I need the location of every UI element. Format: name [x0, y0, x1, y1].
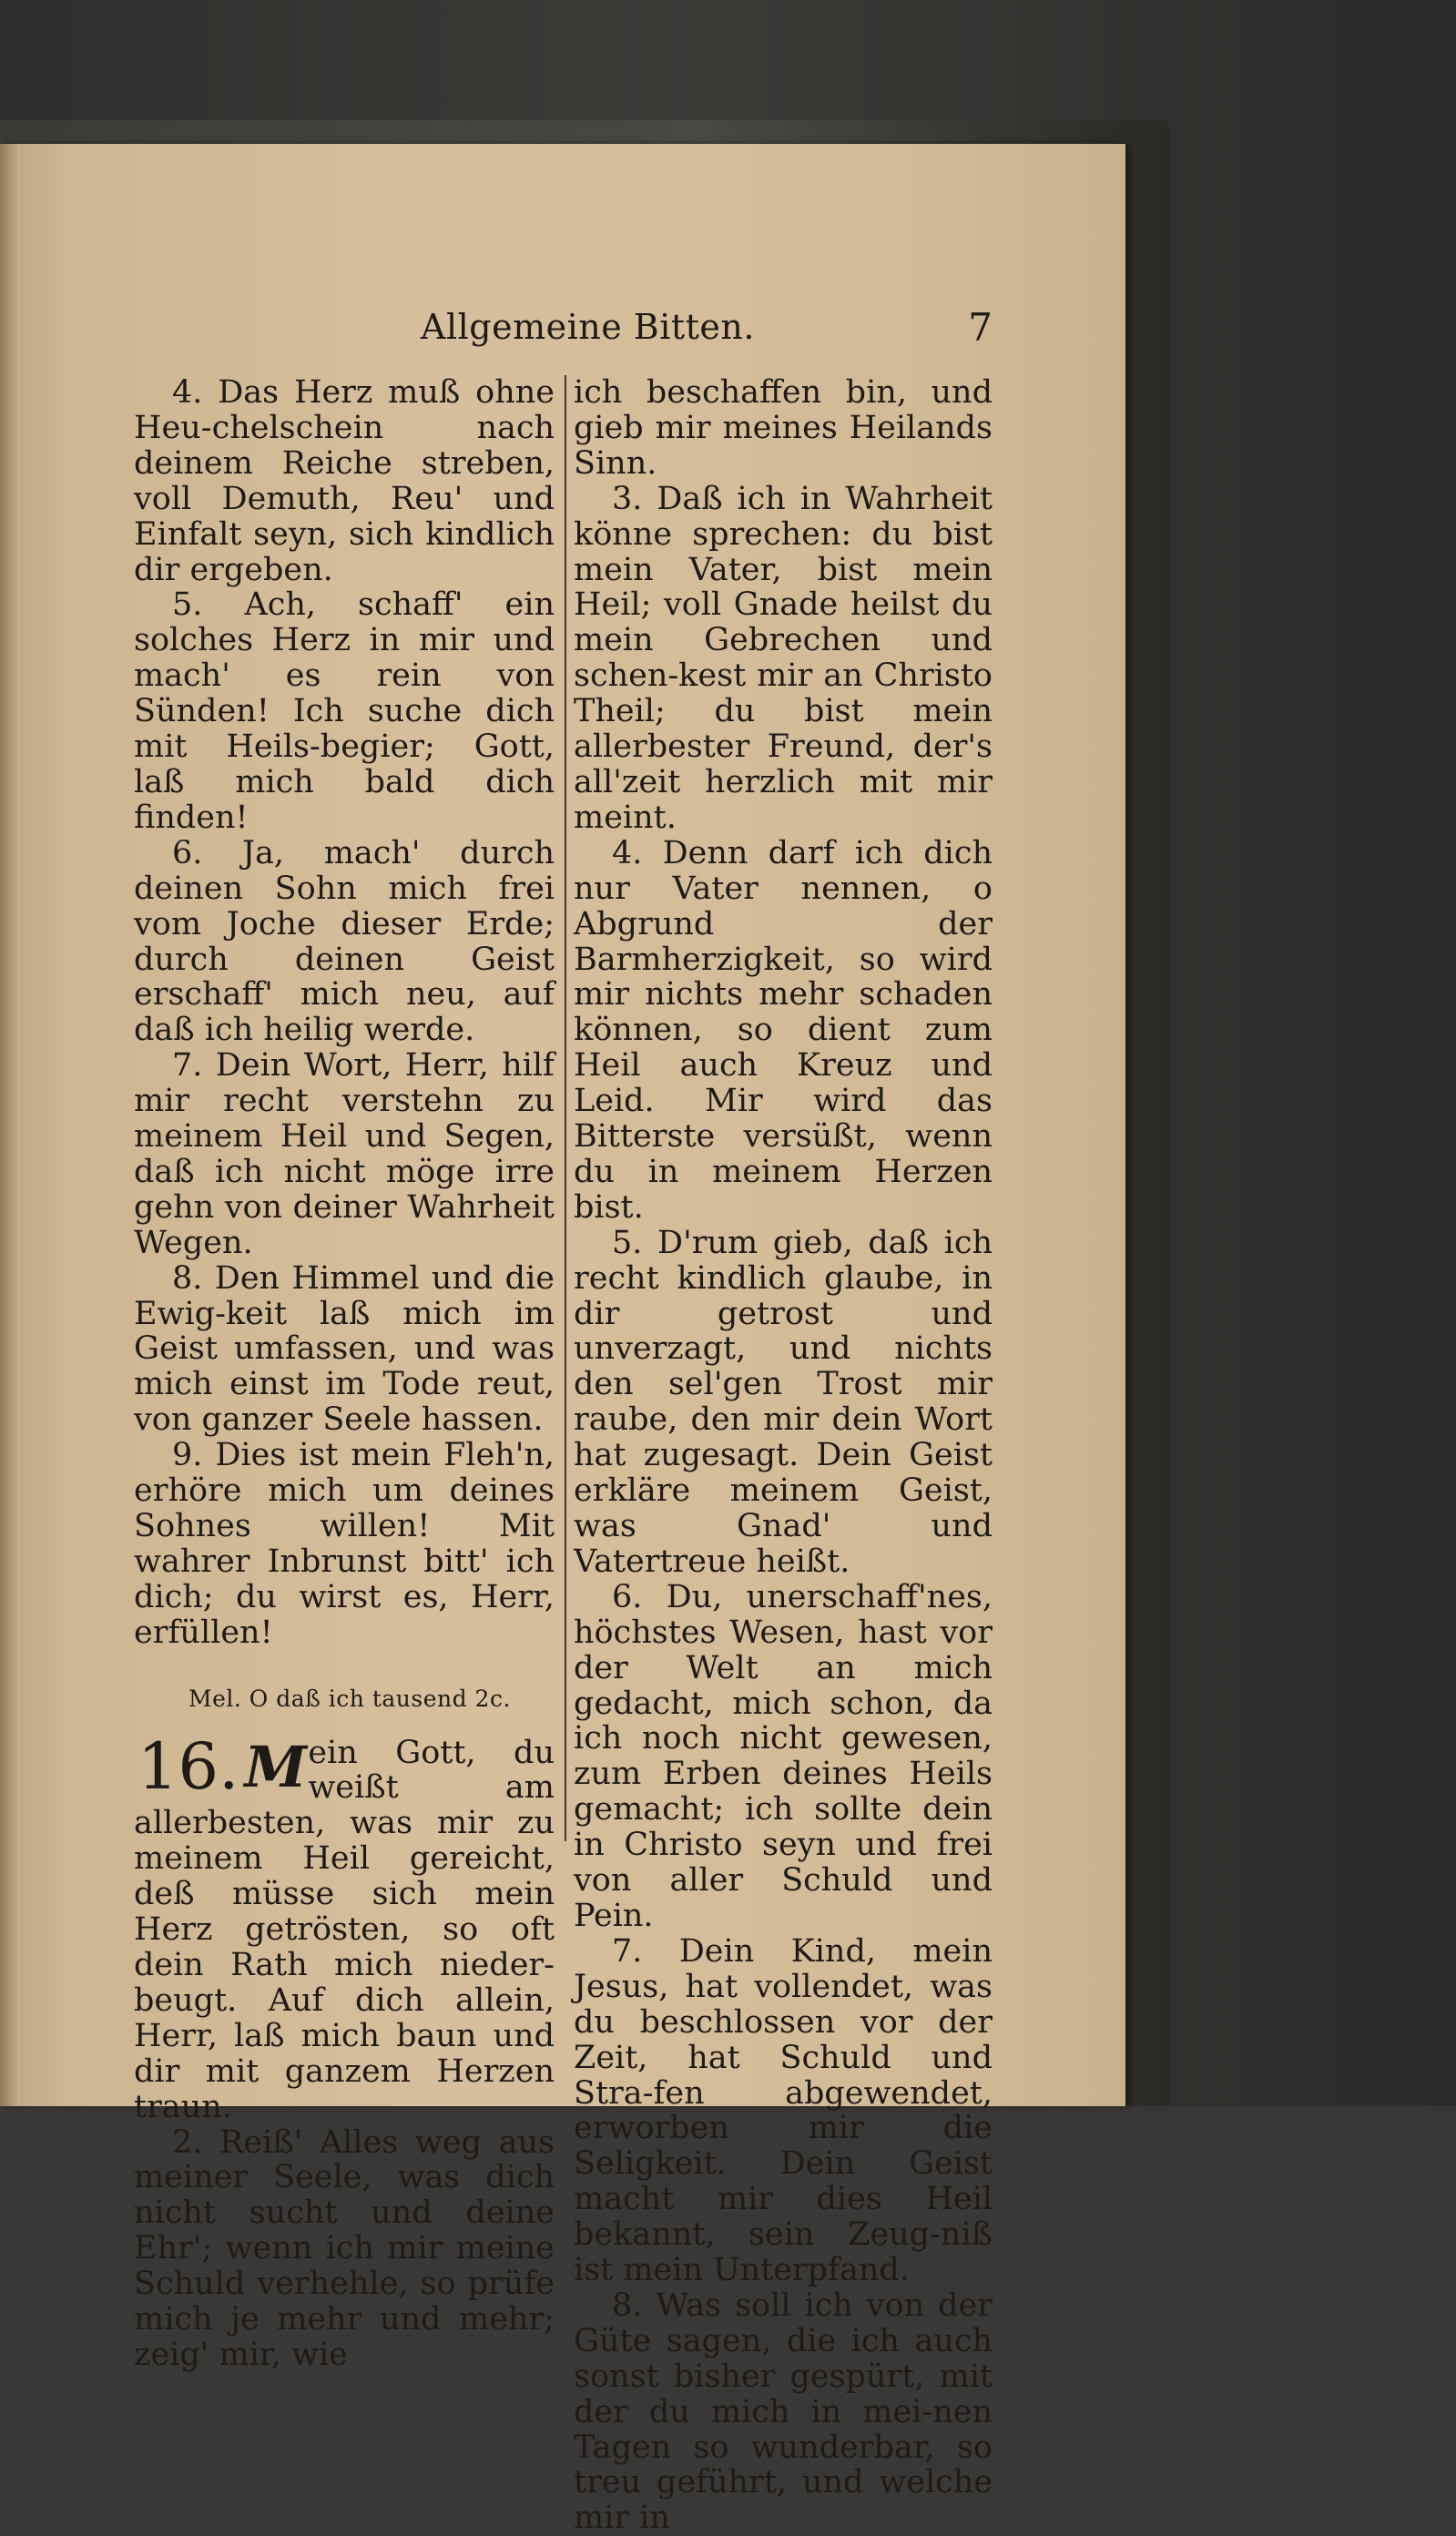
running-title: Allgemeine Bitten. — [421, 307, 755, 347]
verse-paragraph: 5. Ach, schaff' ein solches Herz in mir und mach' es rein von Sünden! Ich suche dich mit Heils-begier; Gott, laß mich bald dich finden! — [134, 586, 555, 836]
verse-paragraph: 8. Den Himmel und die Ewig-keit laß mich im Geist umfassen, und was mich einst im Tode reut, von ganzer Seele hassen. — [134, 1259, 555, 1439]
verse-paragraph: 6. Ja, mach' durch deinen Sohn mich frei vom Joche dieser Erde; durch deinen Geist erschaff' mich neu, auf daß ich heilig werde. — [134, 834, 555, 1049]
verse-paragraph: 3. Daß ich in Wahrheit könne sprechen: du bist mein Vater, bist mein Heil; voll Gnade heilst du mein Gebrechen und schen-kest mir an Christo Theil; du bist mein allerbester Freund, der's all'zeit herzlich mit mir meint. — [574, 480, 993, 836]
verse-paragraph: 4. Das Herz muß ohne Heu-chelschein nach deinem Reiche streben, voll Demuth, Reu' und Einfalt seyn, sich kindlich dir ergeben. — [134, 374, 555, 588]
hymn-first-paragraph: ein Gott, du weißt am allerbesten, was mir zu meinem Heil gereicht, deß müsse sich mein Herz getrösten, so oft dein Rath mich nieder-beugt. Auf dich allein, Herr, laß mich baun und dir mit ganzem Herzen traun. — [134, 1734, 555, 2125]
hymn-number: 16. — [137, 1728, 239, 1804]
verse-paragraph: 6. Du, unerschaff'nes, höchstes Wesen, hast vor der Welt an mich gedacht, mich schon, da ich noch nicht gewesen, zum Erben deines Heils gemacht; ich sollte dein in Christo seyn und frei von aller Schuld und Pein. — [574, 1578, 993, 1934]
verse-paragraph: 8. Was soll ich von der Güte sagen, die ich auch sonst bisher gespürt, mit der du mich in mei-nen Tagen so wunderbar, so treu geführt, und welche mir in — [574, 2286, 993, 2536]
verse-paragraph: 7. Dein Wort, Herr, hilf mir recht verstehn zu meinem Heil und Segen, daß ich nicht möge irre gehn von deiner Wahrheit Wegen. — [134, 1047, 555, 1261]
column-divider — [565, 375, 566, 1841]
verse-paragraph: 7. Dein Kind, mein Jesus, hat vollendet, was du beschlossen vor der Zeit, hat Schuld und Stra-fen abgewendet, erworben mir die Seligkeit. Dein Geist macht mir dies Heil bekannt, sein Zeug-niß ist mein Unterpfand. — [574, 1932, 993, 2289]
left-column — [134, 375, 555, 2373]
page-number: 7 — [968, 305, 993, 350]
verse-paragraph: 4. Denn darf ich dich nur Vater nennen, o Abgrund der Barmherzigkeit, so wird mir nichts mehr schaden können, so dient zum Heil auch Kreuz und Leid. Mir wird das Bitterste versüßt, wenn du in meinem Herzen bist. — [574, 834, 993, 1226]
hymn-start — [134, 1728, 555, 2125]
verse-paragraph: ich beschaffen bin, und gieb mir meines Heilands Sinn. — [574, 374, 993, 482]
running-head — [137, 307, 993, 352]
drop-cap: M — [244, 1733, 307, 1800]
verse-paragraph: 9. Dies ist mein Fleh'n, erhöre mich um deines Sohnes willen! Mit wahrer Inbrunst bitt' ich dich; du wirst es, Herr, erfüllen! — [134, 1437, 555, 1651]
right-column — [574, 375, 993, 2536]
verse-paragraph: 2. Reiß' Alles weg aus meiner Seele, was dich nicht sucht und deine Ehr'; wenn ich mir meine Schuld verhehle, so prüfe mich je mehr und mehr; zeig' mir, wie — [134, 2124, 555, 2373]
melody-line: Mel. O daß ich tausend 2c. — [188, 1685, 511, 1712]
verse-paragraph: 5. D'rum gieb, daß ich recht kindlich glaube, in dir getrost und unverzagt, und nichts den sel'gen Trost mir raube, den mir dein Wort hat zugesagt. Dein Geist erkläre meinem Geist, was Gnad' und Vatertreue heißt. — [574, 1224, 993, 1580]
page-gutter — [0, 144, 20, 2106]
